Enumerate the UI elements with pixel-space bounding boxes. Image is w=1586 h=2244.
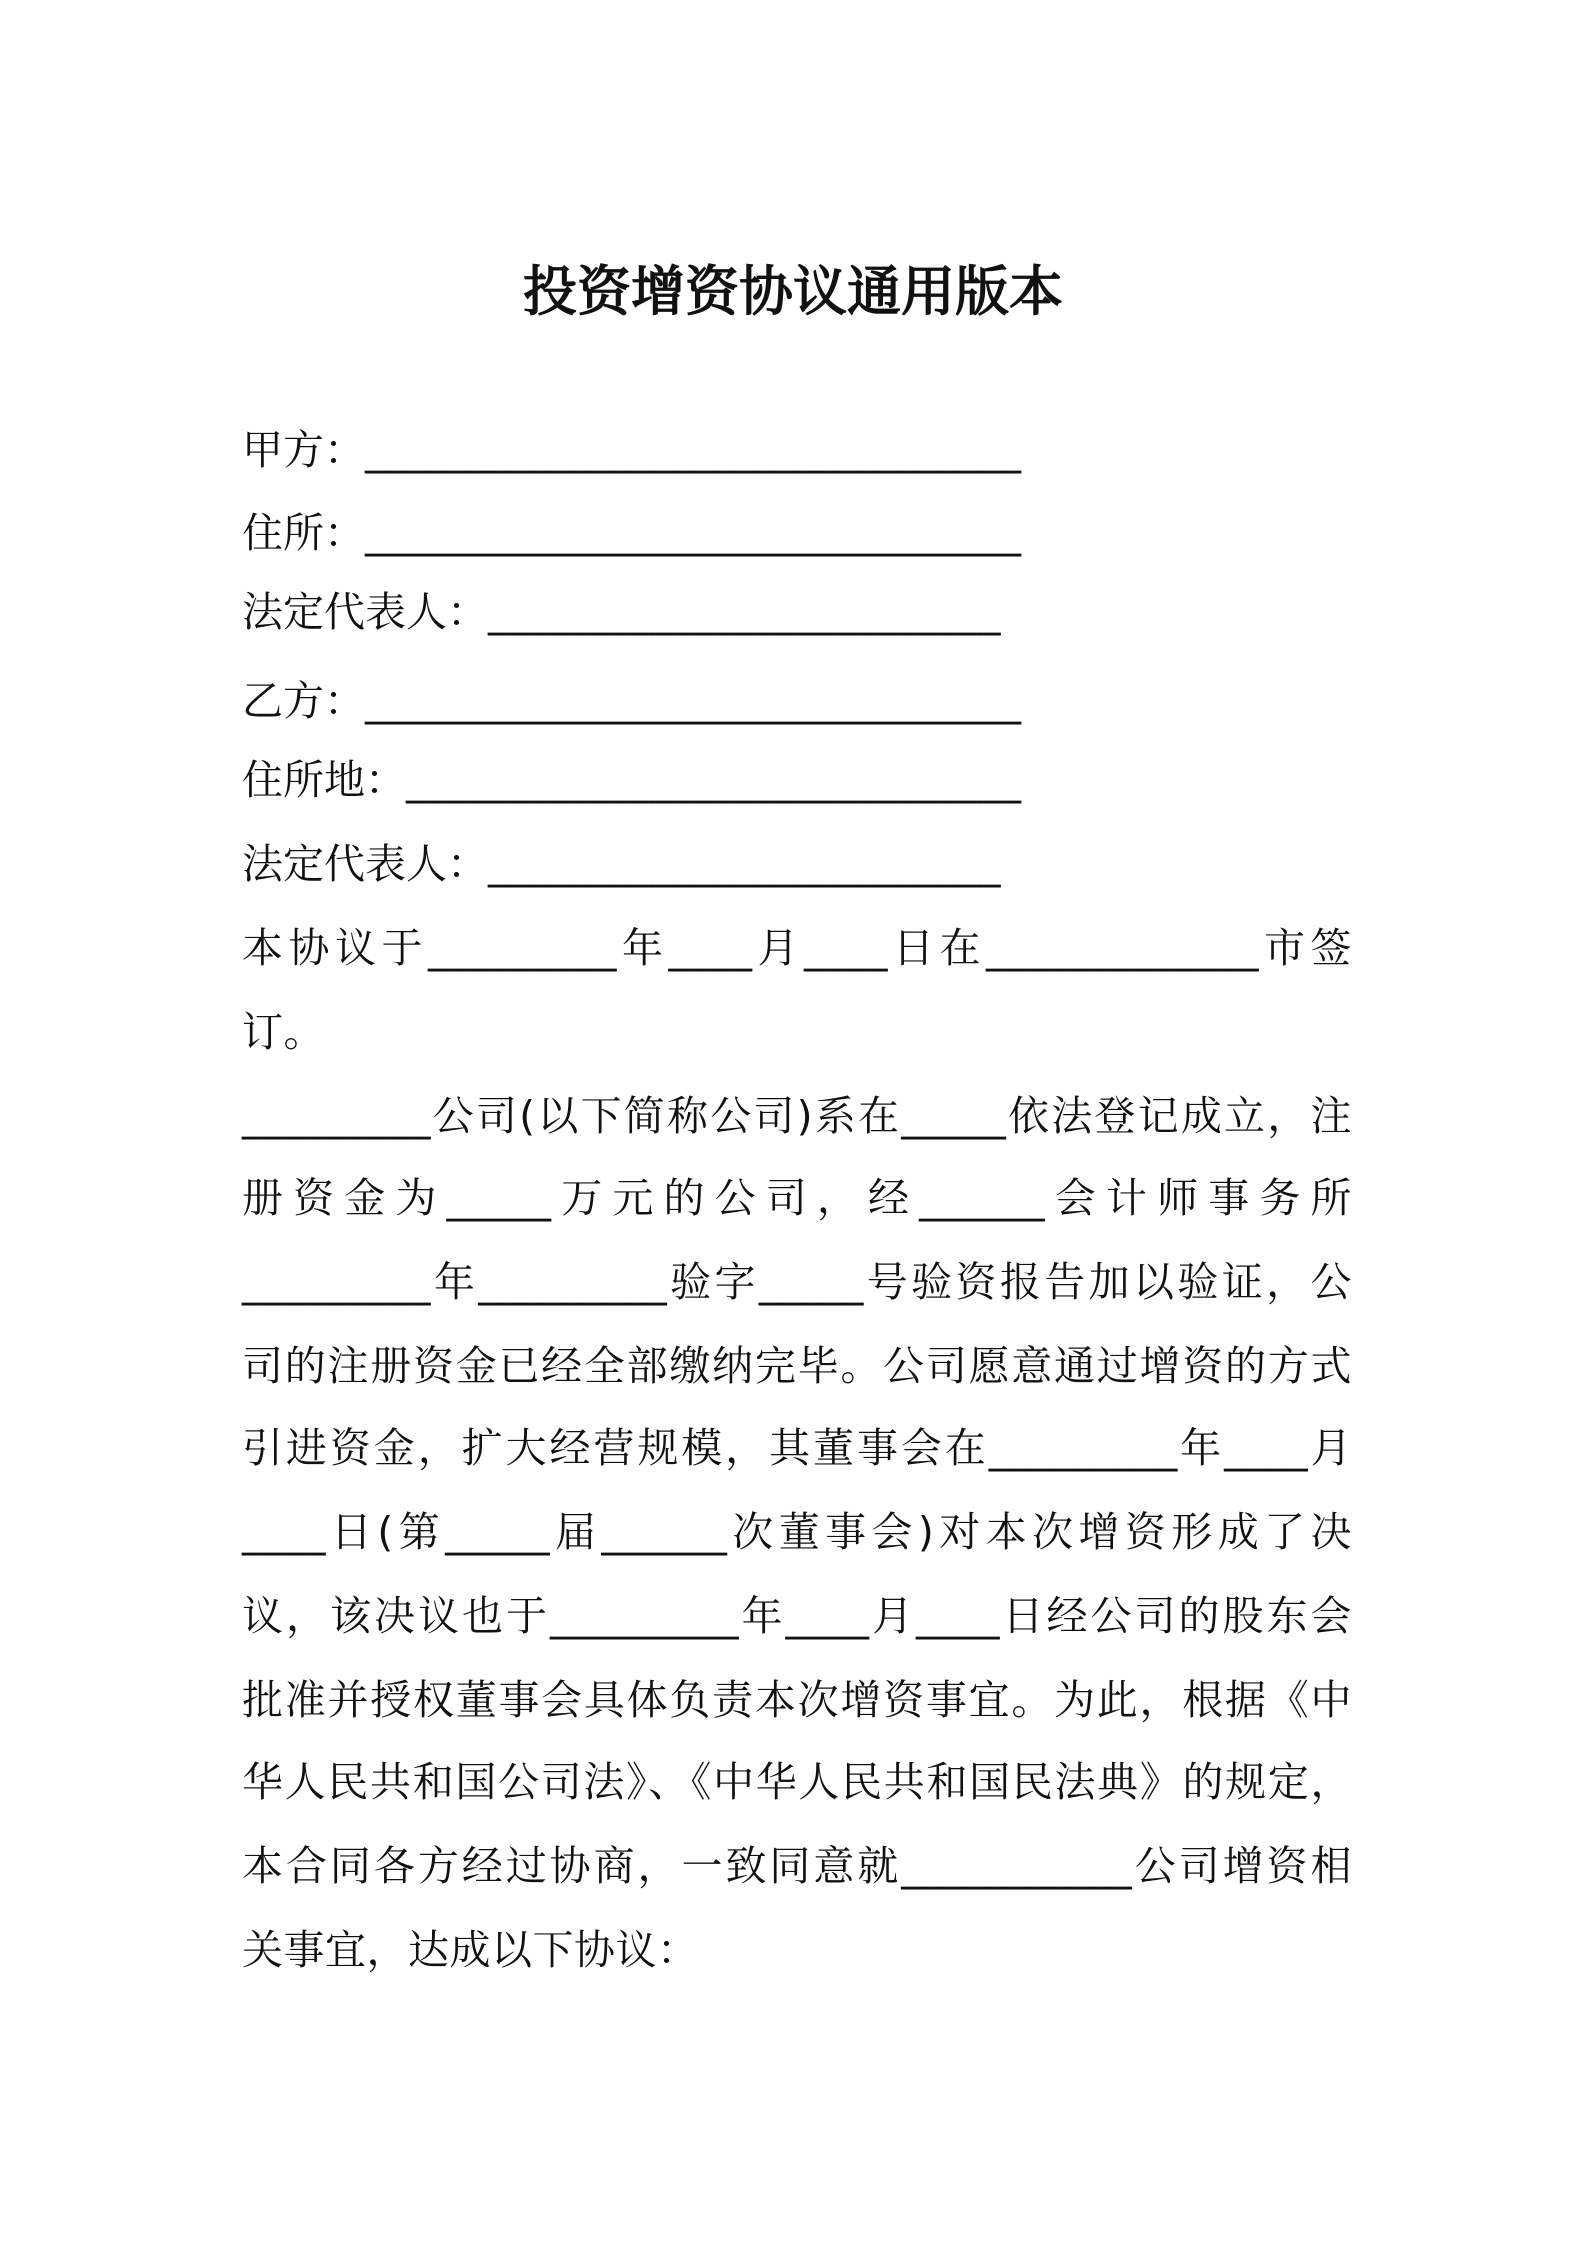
party-a-line <box>242 420 1362 480</box>
agreement-line: 册资金为_____万元的公司，经______会计师事务所 <box>242 1174 1352 1222</box>
agreement-line: 关事宜，达成以下协议： <box>242 1926 699 1974</box>
party-b-representative-blank: _________________________ <box>488 840 1001 888</box>
agreement-line: 订。 <box>242 1008 325 1056</box>
party-b-address-label: 住所地： <box>242 756 406 804</box>
party-b-blank: ________________________________ <box>365 677 1021 725</box>
party-a-blank: ________________________________ <box>365 426 1021 474</box>
party-b-address-blank: ______________________________ <box>406 756 1021 804</box>
agreement-line: _________年_________验字_____号验资报告加以验证，公 <box>242 1258 1352 1306</box>
document-title: 投资增资协议通用版本 <box>523 260 1063 323</box>
agreement-line: 本合同各方经过协商，一致同意就___________公司增资相 <box>242 1842 1352 1890</box>
party-b-representative-label: 法定代表人： <box>242 840 488 888</box>
party-a-address-line <box>242 503 1362 563</box>
agreement-line: 议，该决议也于_________年____月____日经公司的股东会 <box>242 1592 1352 1640</box>
party-a-representative-line <box>242 582 1362 642</box>
party-a-address-label: 住所： <box>242 509 365 557</box>
agreement-line: 批准并授权董事会具体负责本次增资事宜。为此，根据《中 <box>242 1676 1352 1724</box>
agreement-line: ____日(第_____届______次董事会)对本次增资形成了决 <box>242 1508 1352 1556</box>
party-a-representative-label: 法定代表人： <box>242 588 488 636</box>
party-a-representative-blank: _________________________ <box>488 588 1001 636</box>
agreement-line: _________公司(以下简称公司)系在_____依法登记成立，注 <box>242 1092 1352 1140</box>
party-b-address-line <box>242 750 1362 810</box>
party-b-representative-line <box>242 834 1362 894</box>
party-b-line <box>242 671 1362 731</box>
party-a-label: 甲方： <box>242 426 365 474</box>
agreement-line: 司的注册资金已经全部缴纳完毕。公司愿意通过增资的方式 <box>242 1342 1352 1390</box>
agreement-line: 本协议于_________年____月____日在_____________市签 <box>242 924 1352 972</box>
agreement-line: 引进资金，扩大经营规模，其董事会在_________年____月 <box>242 1424 1352 1472</box>
agreement-line: 华人民共和国公司法》、《中华人民共和国民法典》的规定， <box>242 1758 1352 1806</box>
party-a-address-blank: ________________________________ <box>365 509 1021 557</box>
party-b-label: 乙方： <box>242 677 365 725</box>
